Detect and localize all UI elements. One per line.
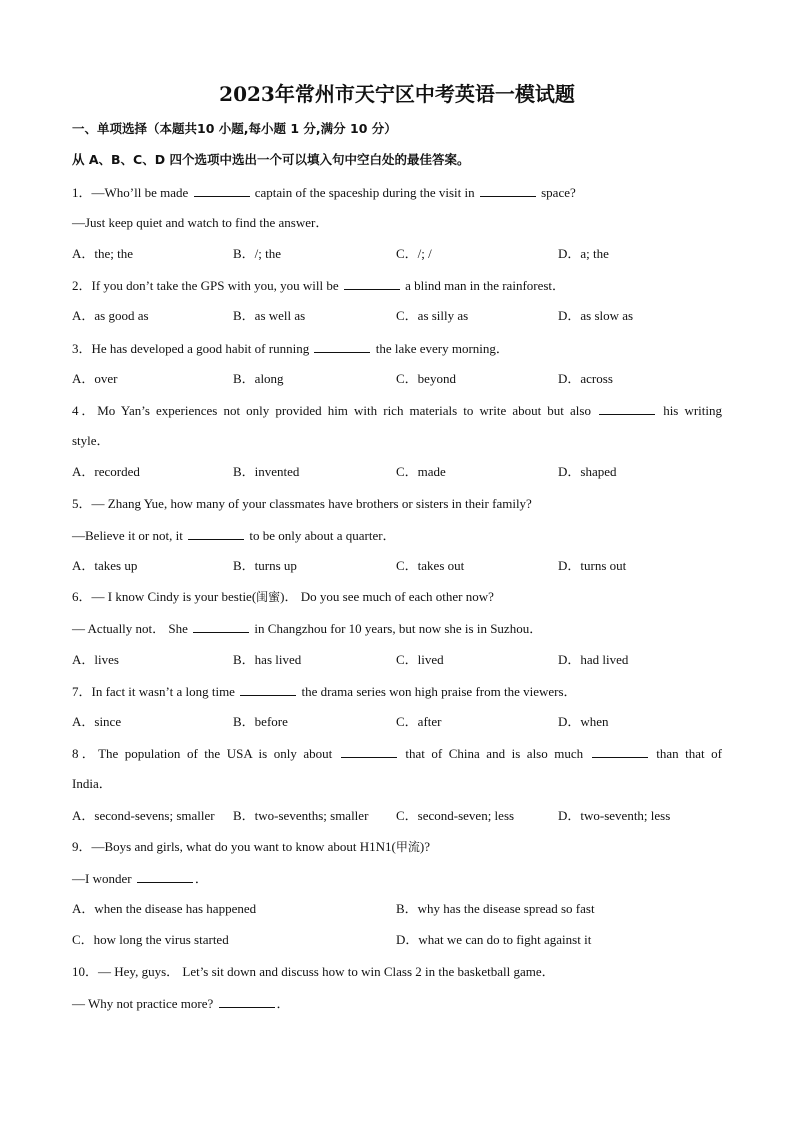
- question-1-reply: —Just keep quiet and watch to find the answer．: [72, 215, 329, 230]
- q9-option-c: C．how long the virus started: [72, 932, 229, 947]
- question-3: 3．He has developed a good habit of running the lake every morning．: [72, 341, 509, 356]
- question-4: 4．Mo Yan’s experiences not only provided him with rich materials to write about but also his writing: [72, 403, 723, 418]
- q5-option-a: A．takes up: [72, 558, 138, 573]
- question-10: 10．— Hey, guys． Let’s sit down and discuss how to win Class 2 in the basketball game．: [72, 964, 555, 979]
- q5-option-b: B．turns up: [233, 558, 297, 573]
- answer-blank: [344, 277, 400, 290]
- q4-option-a: A．recorded: [72, 464, 140, 479]
- q3-option-a: A．over: [72, 371, 118, 386]
- q9-option-b: B．why has the disease spread so fast: [396, 901, 595, 916]
- page-title: 2023年常州市天宁区中考英语一模试题: [219, 82, 575, 106]
- section-heading: 一、单项选择（本题共10 小题,每小题 1 分,满分 10 分）: [72, 121, 397, 136]
- answer-blank: [194, 184, 250, 197]
- answer-blank: [480, 184, 536, 197]
- q7-option-a: A．since: [72, 714, 122, 729]
- answer-blank: [592, 745, 648, 758]
- question-6: 6．— I know Cindy is your bestie(闺蜜)． Do you see much of each other now?: [72, 589, 494, 604]
- question-9: 9．—Boys and girls, what do you want to know about H1N1(甲流)?: [72, 839, 431, 854]
- q6-option-c: C．lived: [396, 652, 444, 667]
- answer-blank: [193, 620, 249, 633]
- q3-option-d: D．across: [558, 371, 613, 386]
- question-2: 2．If you don’t take the GPS with you, you will be a blind man in the rainforest．: [72, 278, 566, 293]
- q9-option-d: D．what we can do to fight against it: [396, 932, 592, 947]
- q5-option-c: C．takes out: [396, 558, 465, 573]
- q3-option-b: B．along: [233, 371, 284, 386]
- q1-option-c: C．/; /: [396, 246, 432, 261]
- q2-option-b: B．as well as: [233, 308, 306, 323]
- question-8-continued: India．: [72, 776, 112, 791]
- q2-option-d: D．as slow as: [558, 308, 634, 323]
- question-10-reply: — Why not practice more? ．: [72, 996, 290, 1011]
- section-instruction: 从 A、B、C、D 四个选项中选出一个可以填入句中空白处的最佳答案。: [72, 152, 470, 167]
- answer-blank: [314, 340, 370, 353]
- answer-blank: [137, 870, 193, 883]
- q6-option-a: A．lives: [72, 652, 119, 667]
- q8-option-c: C．second-seven; less: [396, 808, 515, 823]
- answer-blank: [219, 995, 275, 1008]
- question-6-reply: — Actually not． She in Changzhou for 10 years, but now she is in Suzhou．: [72, 621, 543, 636]
- q4-option-c: C．made: [396, 464, 446, 479]
- answer-blank: [188, 527, 244, 540]
- q7-option-b: B．before: [233, 714, 288, 729]
- q5-option-d: D．turns out: [558, 558, 627, 573]
- q9-option-a: A．when the disease has happened: [72, 901, 257, 916]
- q6-option-d: D．had lived: [558, 652, 629, 667]
- q1-option-b: B．/; the: [233, 246, 282, 261]
- q8-option-b: B．two-sevenths; smaller: [233, 808, 369, 823]
- answer-blank: [599, 402, 655, 415]
- q4-option-d: D．shaped: [558, 464, 617, 479]
- question-5: 5．— Zhang Yue, how many of your classmates have brothers or sisters in their family?: [72, 496, 532, 511]
- q3-option-c: C．beyond: [396, 371, 456, 386]
- q7-option-c: C．after: [396, 714, 442, 729]
- q4-option-b: B．invented: [233, 464, 300, 479]
- q1-option-d: D．a; the: [558, 246, 609, 261]
- answer-blank: [240, 683, 296, 696]
- q7-option-d: D．when: [558, 714, 609, 729]
- question-8: 8．The population of the USA is only about that of China and is also much than that of: [72, 746, 722, 761]
- question-5-reply: —Believe it or not, it to be only about a quarter．: [72, 528, 396, 543]
- q2-option-c: C．as silly as: [396, 308, 469, 323]
- question-1: 1．—Who’ll be made captain of the spaceship during the visit in space?: [72, 185, 576, 200]
- q2-option-a: A．as good as: [72, 308, 149, 323]
- q8-option-a: A．second-sevens; smaller: [72, 808, 215, 823]
- question-4-continued: style．: [72, 433, 110, 448]
- question-7: 7．In fact it wasn’t a long time the drama series won high praise from the viewers．: [72, 684, 577, 699]
- q8-option-d: D．two-seventh; less: [558, 808, 671, 823]
- answer-blank: [341, 745, 397, 758]
- q1-option-a: A．the; the: [72, 246, 134, 261]
- question-9-reply: —I wonder ．: [72, 871, 208, 886]
- q6-option-b: B．has lived: [233, 652, 302, 667]
